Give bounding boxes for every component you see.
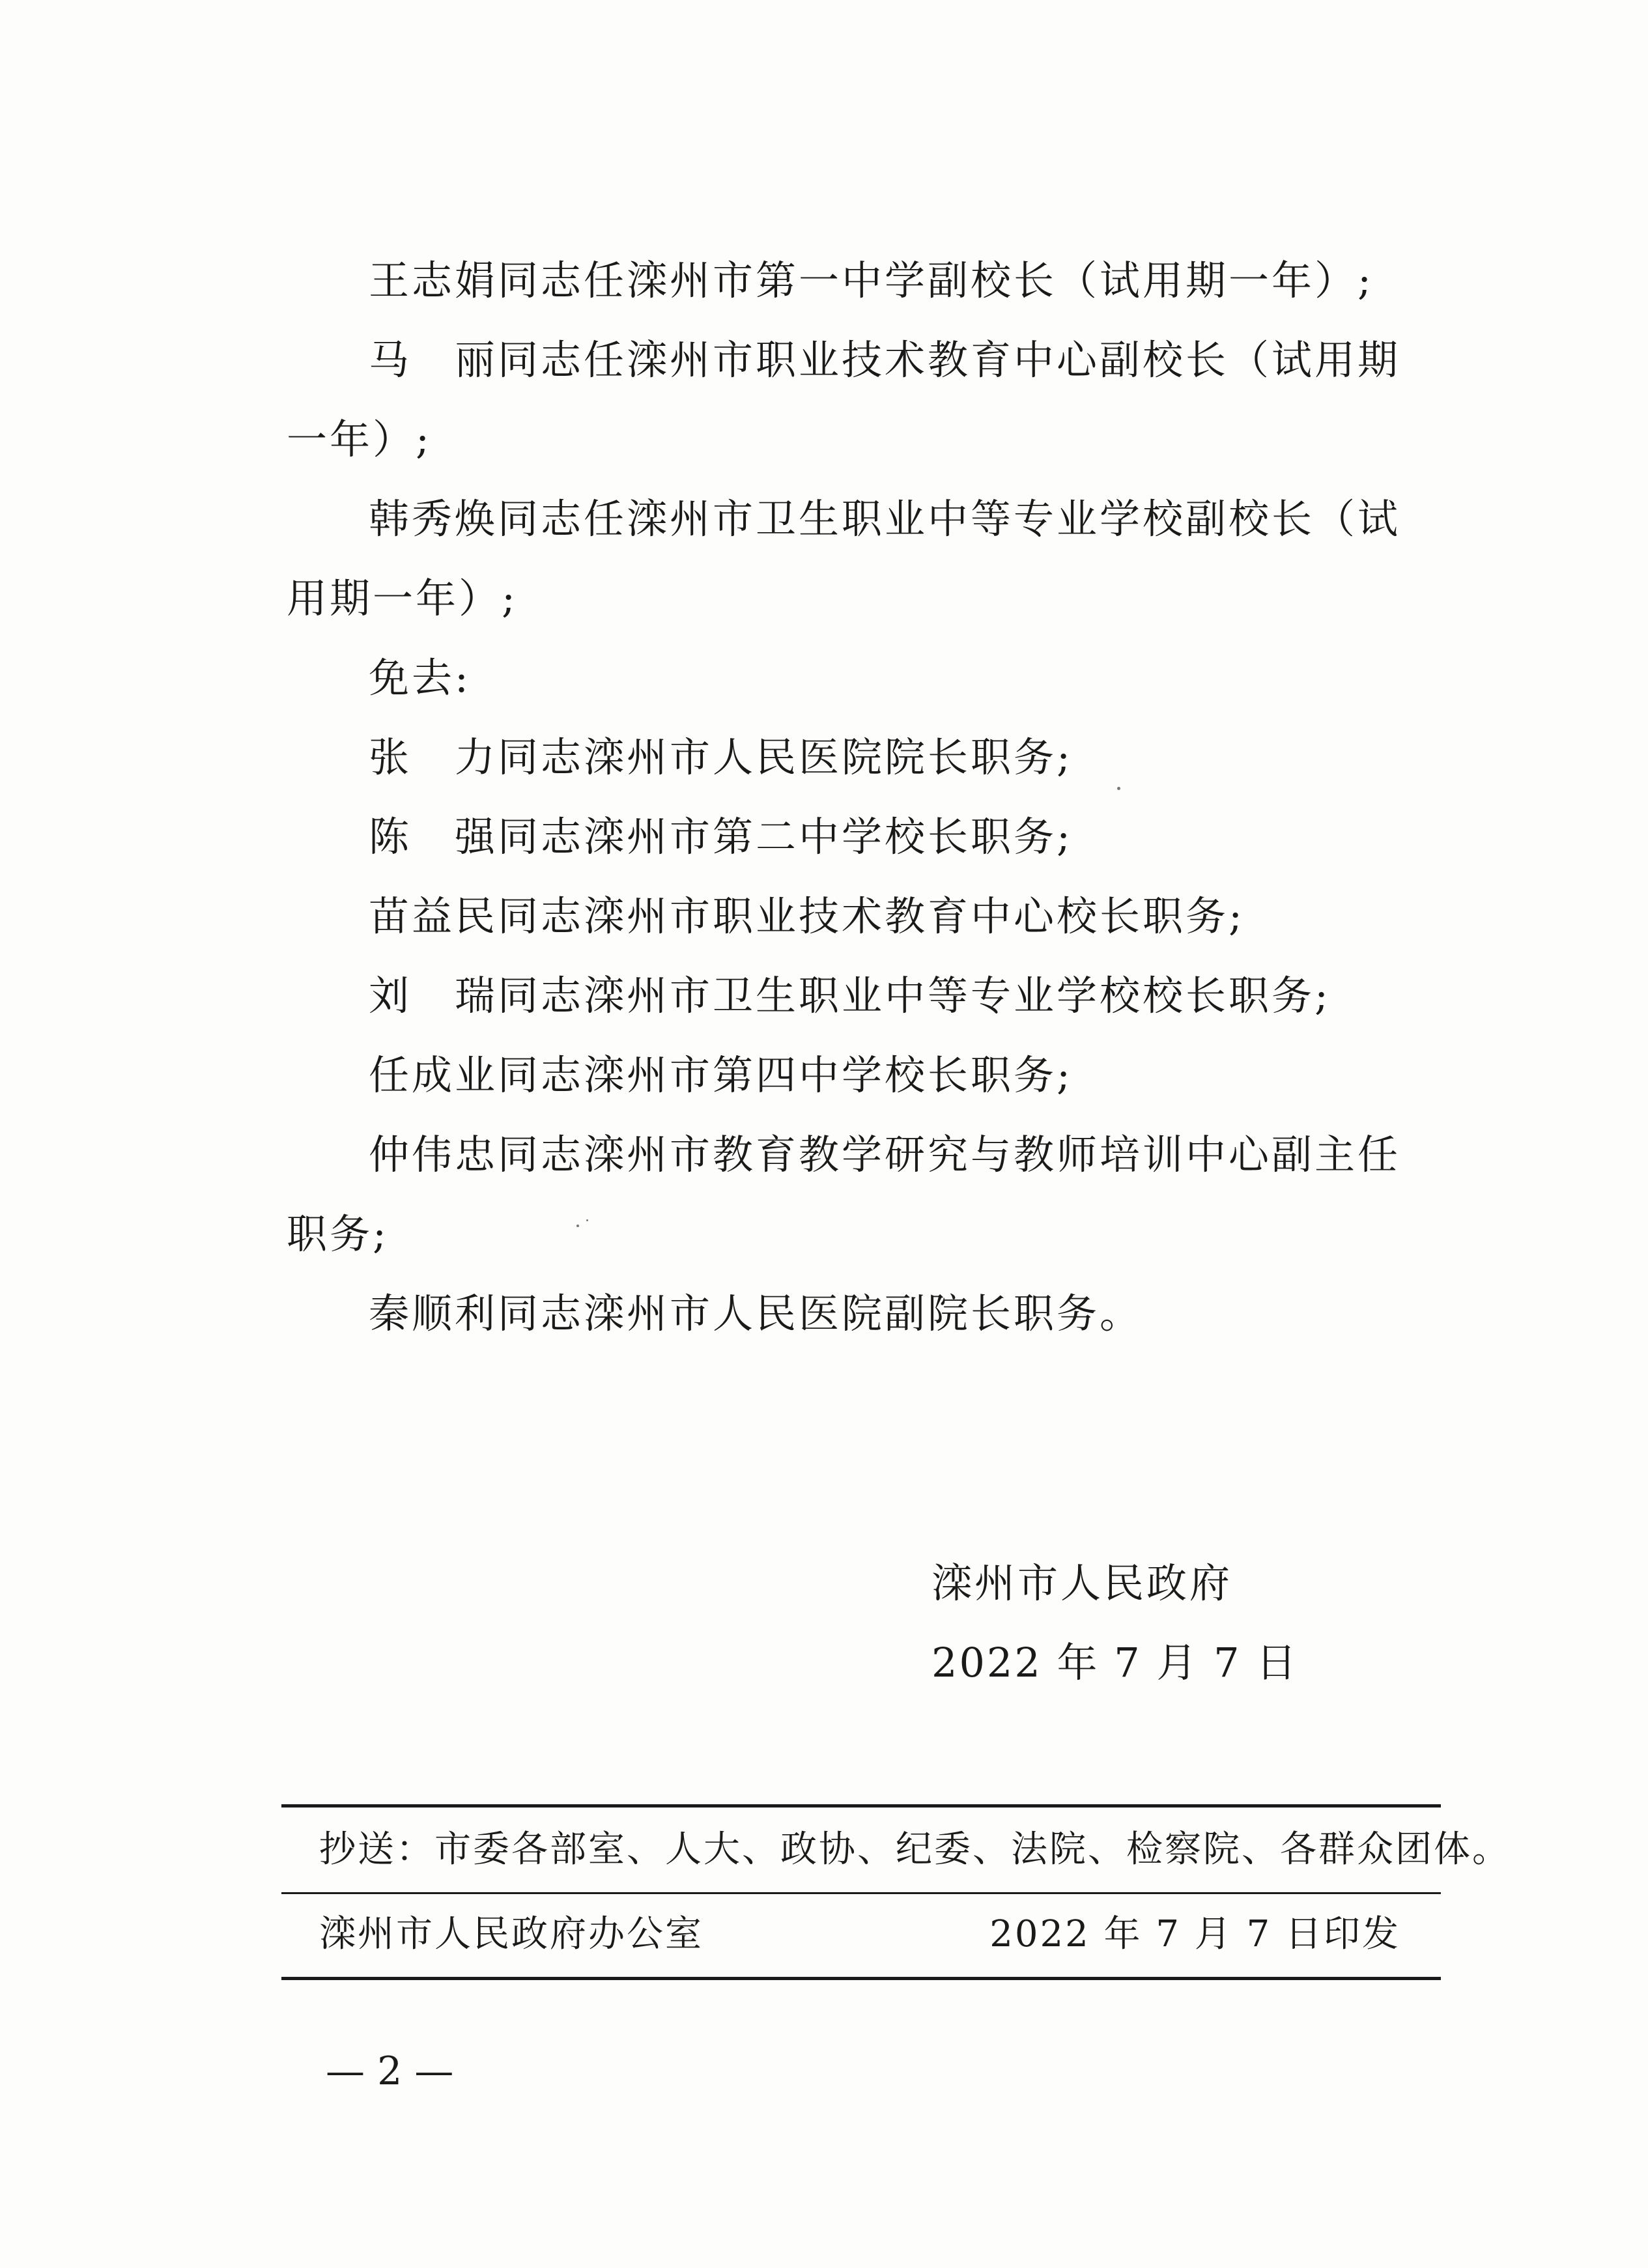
document-body <box>287 241 1440 1354</box>
signature-date: 2022 年 7 月 7 日 <box>931 1639 1299 1686</box>
footer-top-rule <box>281 1804 1441 1807</box>
dismissal-paragraph: 刘 瑞同志滦州市卫生职业中等专业学校校长职务; <box>369 972 1331 1019</box>
dismissal-paragraph: 秦顺利同志滦州市人民医院副院长职务。 <box>369 1290 1143 1337</box>
issuer-name: 滦州市人民政府办公室 <box>319 1913 703 1955</box>
dismissal-paragraph: 苗益民同志滦州市职业技术教育中心校长职务; <box>369 892 1245 940</box>
dismissal-paragraph: 任成业同志滦州市第四中学校长职务; <box>369 1051 1073 1099</box>
scan-speck <box>586 1219 588 1221</box>
copy-to-line: 抄送：市委各部室、人大、政协、纪委、法院、检察院、各群众团体。 <box>319 1828 1511 1871</box>
signature-org: 滦州市人民政府 <box>931 1559 1233 1607</box>
signature-block <box>931 1544 1298 1703</box>
appointment-paragraph: 马 丽同志任滦州市职业技术教育中心副校长（试用期一年）; <box>287 336 1401 463</box>
footer-middle-rule <box>281 1892 1441 1894</box>
dismissal-paragraph: 仲伟忠同志滦州市教育教学研究与教师培训中心副主任职务; <box>287 1131 1401 1258</box>
footer-bottom-rule <box>281 1977 1441 1980</box>
dismissal-heading: 免去: <box>369 654 471 702</box>
issue-date: 2022 年 7 月 7 日印发 <box>989 1913 1400 1955</box>
appointment-paragraph: 王志娟同志任滦州市第一中学副校长（试用期一年）; <box>369 257 1374 304</box>
dismissal-paragraph: 陈 强同志滦州市第二中学校长职务; <box>369 813 1073 860</box>
dismissal-paragraph: 张 力同志滦州市人民医院院长职务; <box>369 733 1073 781</box>
page-number: — 2 — <box>326 2048 454 2094</box>
appointment-paragraph: 韩秀焕同志任滦州市卫生职业中等专业学校副校长（试用期一年）; <box>287 495 1401 622</box>
scan-speck <box>576 1225 579 1227</box>
issuer-row <box>319 1908 1400 1961</box>
scan-speck <box>1117 787 1120 790</box>
